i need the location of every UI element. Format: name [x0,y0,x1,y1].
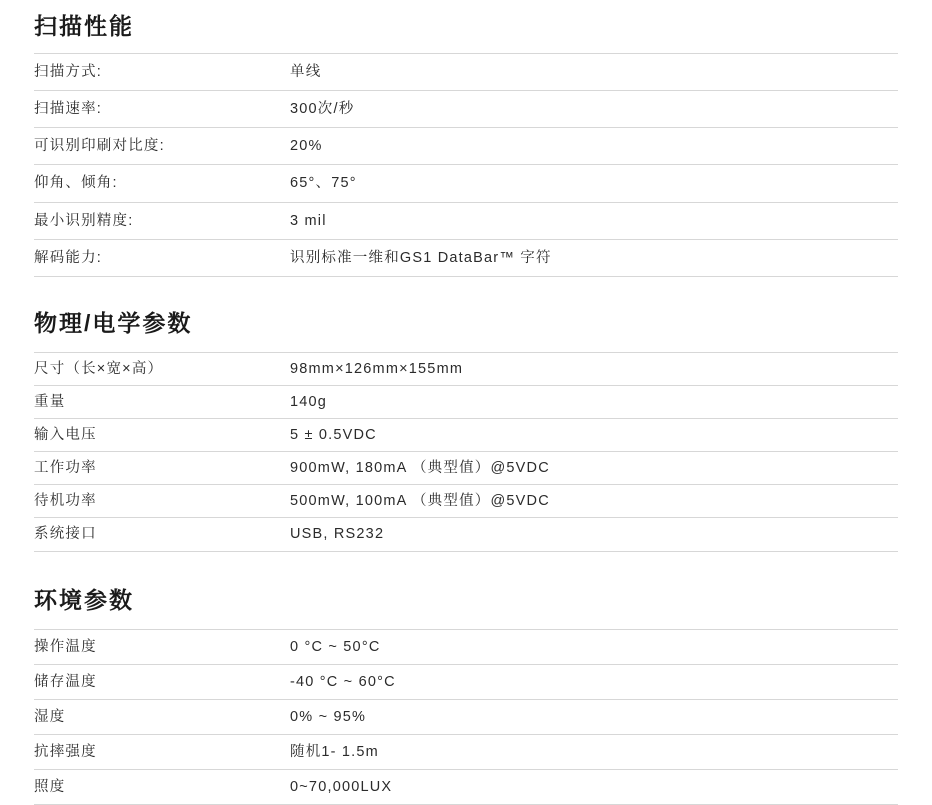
spec-value: 随机1- 1.5m [290,734,898,769]
spec-value: 500mW, 100mA （典型值）@5VDC [290,485,898,518]
table-row [34,664,898,699]
spec-label: 系统接口 [34,518,290,551]
spec-label: 解码能力: [34,239,290,276]
spec-table-environment [34,629,898,805]
spec-label: 照度 [34,770,290,805]
table-row [34,518,898,551]
spec-label: 扫描方式: [34,54,290,91]
spec-label: 抗摔强度 [34,734,290,769]
spec-label: 工作功率 [34,452,290,485]
spec-label: 可识别印刷对比度: [34,128,290,165]
spec-label: 储存温度 [34,664,290,699]
table-row [34,239,898,276]
spec-value: 单线 [290,54,898,91]
spec-value: 300次/秒 [290,91,898,128]
section-title-environment: 环境参数 [34,552,898,615]
spec-label: 尺寸（长×宽×高） [34,352,290,385]
spec-label: 重量 [34,385,290,418]
spec-value: 98mm×126mm×155mm [290,352,898,385]
section-environment [34,552,898,805]
spec-value: 3 mil [290,202,898,239]
table-row [34,91,898,128]
spec-table-physical-electrical [34,352,898,552]
spec-label: 仰角、倾角: [34,165,290,202]
table-row [34,699,898,734]
table-row [34,419,898,452]
spec-value: 65°、75° [290,165,898,202]
spec-value: 0 °C ~ 50°C [290,629,898,664]
table-row [34,485,898,518]
spec-value: 5 ± 0.5VDC [290,419,898,452]
table-row [34,352,898,385]
section-physical-electrical [34,277,898,552]
spec-label: 最小识别精度: [34,202,290,239]
section-title-scan-performance: 扫描性能 [34,0,898,41]
spec-value: 0% ~ 95% [290,699,898,734]
table-row [34,165,898,202]
section-scan-performance [34,0,898,277]
section-title-physical-electrical: 物理/电学参数 [34,277,898,338]
spec-value: 900mW, 180mA （典型值）@5VDC [290,452,898,485]
table-row [34,452,898,485]
spec-label: 扫描速率: [34,91,290,128]
spec-value: 0~70,000LUX [290,770,898,805]
spec-label: 待机功率 [34,485,290,518]
spec-value: 20% [290,128,898,165]
table-row [34,202,898,239]
spec-value: 140g [290,385,898,418]
table-row [34,54,898,91]
spec-value: USB, RS232 [290,518,898,551]
spec-label: 操作温度 [34,629,290,664]
table-row [34,385,898,418]
table-row [34,734,898,769]
spec-value: -40 °C ~ 60°C [290,664,898,699]
spec-label: 输入电压 [34,419,290,452]
spec-label: 湿度 [34,699,290,734]
table-row [34,128,898,165]
table-row [34,629,898,664]
spec-table-scan-performance [34,53,898,277]
table-row [34,770,898,805]
spec-value: 识别标准一维和GS1 DataBar™ 字符 [290,239,898,276]
